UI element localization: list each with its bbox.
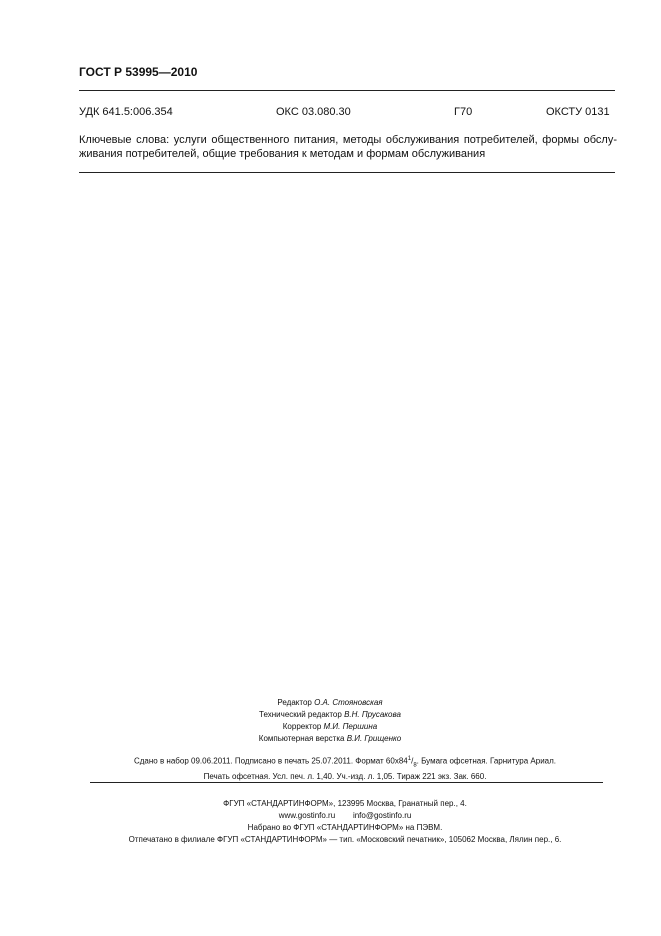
udk-code: УДК 641.5:006.354 xyxy=(79,106,173,118)
print-info-line-2: Печать офсетная. Усл. печ. л. 1,40. Уч.-изд. л. 1,05. Тираж 221 экз. Зак. 660. xyxy=(203,772,487,782)
keywords-line-2: живания потребителей, общие требования к методам и формам обслуживания xyxy=(79,148,486,160)
layout-line xyxy=(150,733,510,745)
publisher-line-3: Набрано во ФГУП «СТАНДАРТИНФОРМ» на ПЭВМ. xyxy=(247,823,443,832)
keywords-rule xyxy=(79,172,615,173)
publisher-line-4: Отпечатано в филиале ФГУП «СТАНДАРТИНФОРМ» — тип. «Московский печатник», 105062 Москва, Лялин пер., 6. xyxy=(128,835,562,844)
header-rule xyxy=(79,90,615,91)
corrector-line xyxy=(150,721,510,733)
print-info-text-a: Сдано в набор 09.06.2011. Подписано в печать 25.07.2011. Формат 60x84 xyxy=(133,756,408,766)
publisher-line-1: ФГУП «СТАНДАРТИНФОРМ», 123995 Москва, Гранатный пер., 4. xyxy=(223,799,467,808)
corrector-name: М.И. Першина xyxy=(323,722,378,731)
layout-name: В.И. Грищенко xyxy=(346,734,402,743)
publisher-email: info@gostinfo.ru xyxy=(352,811,412,820)
editor-name: О.А. Стояновская xyxy=(314,698,383,707)
publisher-contacts xyxy=(80,810,610,822)
credits-block xyxy=(150,697,510,745)
format-denominator: 8 xyxy=(413,762,417,769)
format-numerator: 1 xyxy=(407,756,412,762)
layout-label: Компьютерная верстка xyxy=(258,734,345,743)
print-info-block xyxy=(80,753,610,783)
publisher-site: www.gostinfo.ru xyxy=(278,811,336,820)
print-info-text-b: . Бумага офсетная. Гарнитура Ариал. xyxy=(416,756,557,766)
group-code: Г70 xyxy=(454,106,473,118)
oks-code: ОКС 03.080.30 xyxy=(276,106,351,118)
editor-line xyxy=(150,697,510,709)
okstu-code: ОКСТУ 0131 xyxy=(546,106,610,118)
tech-editor-line xyxy=(150,709,510,721)
editor-label: Редактор xyxy=(277,698,312,707)
keywords-line-1: Ключевые слова: услуги общественного питания, методы обслуживания потребителей, формы обслу- xyxy=(79,134,617,146)
keywords-block xyxy=(79,133,617,161)
tech-editor-name: В.Н. Прусакова xyxy=(344,710,401,719)
corrector-label: Корректор xyxy=(282,722,322,731)
tech-editor-label: Технический редактор xyxy=(259,710,342,719)
print-rule xyxy=(90,782,603,783)
print-info-line-1: Сдано в набор 09.06.2011. Подписано в печать 25.07.2011. Формат $60x84^1/_8$. Бумага офсетная. Гарнитура Ариал. xyxy=(133,756,557,769)
publisher-block xyxy=(80,798,610,846)
document-code: ГОСТ Р 53995—2010 xyxy=(79,65,198,79)
